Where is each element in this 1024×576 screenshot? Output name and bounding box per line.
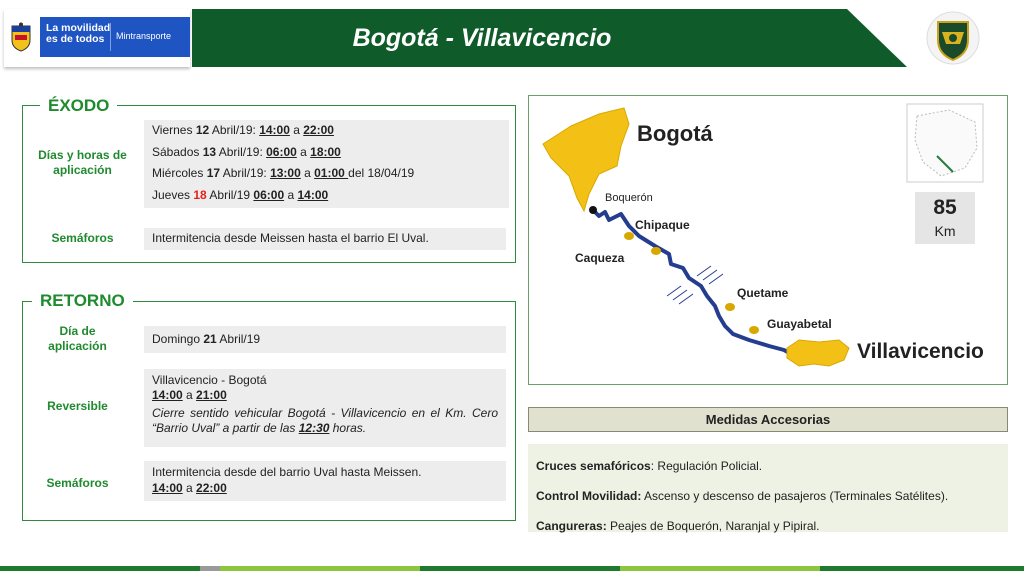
page-title: Bogotá - Villavicencio	[352, 23, 612, 52]
footer-stripe	[200, 566, 220, 571]
place-label-quetame: Quetame	[737, 286, 789, 300]
retorno-semaforos-text: Intermitencia desde del barrio Uval hasta Meissen.	[152, 465, 422, 479]
reversible-label: Reversible	[47, 399, 108, 413]
caqueza-point	[651, 247, 661, 255]
retorno-day-value: Domingo 21 Abril/19	[144, 326, 506, 353]
exodo-schedule	[144, 120, 509, 208]
medidas-list	[528, 444, 1008, 532]
retorno-semaforos-hours: 14:00 a 22:00	[152, 481, 227, 495]
reversible-detail	[144, 369, 506, 447]
reversible-route: Villavicencio - Bogotá	[152, 373, 267, 387]
schedule-row: Jueves 18 Abril/19 06:00 a 14:00	[152, 187, 329, 202]
exodo-title: ÉXODO	[40, 96, 117, 116]
exodo-semaforos-label: Semáforos	[51, 231, 114, 245]
gov-logo	[40, 17, 190, 57]
route-map	[528, 95, 1008, 385]
chipaque-point	[624, 232, 634, 240]
retorno-semaforos-label: Semáforos	[46, 476, 109, 490]
guayabetal-point	[749, 326, 759, 334]
schedule-row: Miércoles 17 Abril/19: 13:00 a 01:00 del 18/04/19	[152, 166, 415, 180]
place-label-boqueron: Boquerón	[605, 192, 653, 204]
footer-stripe	[0, 566, 200, 571]
exodo-semaforos-text: Intermitencia desde Meissen hasta el barrio El Uval.	[144, 228, 506, 250]
police-badge-icon	[924, 10, 982, 66]
ministry-name: Mintransporte	[116, 31, 172, 41]
colombia-shield-icon	[10, 22, 32, 52]
destination-label: Villavicencio	[857, 340, 984, 363]
distance-unit: Km	[934, 223, 956, 239]
retorno-semaforos-detail	[144, 461, 506, 501]
place-label-guayabetal: Guayabetal	[767, 317, 832, 331]
reversible-note: Cierre sentido vehicular Bogotá - Villavicencio en el Km. Cero “Barrio Uval” a partir de las 12:30 horas.	[152, 406, 498, 435]
medida-item: Control Movilidad: Ascenso y descenso de pasajeros (Terminales Satélites).	[536, 489, 949, 503]
medida-item: Cruces semafóricos: Regulación Policial.	[536, 459, 763, 473]
villavicencio-area	[787, 340, 849, 366]
origin-label: Bogotá	[637, 121, 713, 146]
slogan-line-2: es de todos	[46, 33, 105, 45]
schedule-row: Sábados 13 Abril/19: 06:00 a 18:00	[152, 144, 341, 159]
gov-slogan	[46, 23, 110, 45]
place-label-chipaque: Chipaque	[635, 218, 690, 232]
retorno-title: RETORNO	[32, 291, 133, 311]
schedule-row: Viernes 12 Abril/19: 14:00 a 22:00	[152, 123, 334, 137]
footer-stripe	[620, 566, 820, 571]
quetame-point	[725, 303, 735, 311]
traffic-arrows	[667, 266, 723, 304]
distance-value: 85	[933, 196, 957, 219]
footer-stripe	[820, 566, 1024, 571]
reversible-hours: 14:00 a 21:00	[152, 388, 227, 402]
place-label-caqueza: Caqueza	[575, 251, 625, 265]
route-line	[593, 210, 791, 354]
boqueron-point	[589, 206, 597, 214]
footer-stripe	[220, 566, 420, 571]
logo-divider	[110, 23, 111, 51]
medida-item: Cangureras: Peajes de Boquerón, Naranjal y Pipiral.	[536, 519, 820, 533]
footer-stripe	[420, 566, 620, 571]
retorno-day-label: Día de aplicación	[48, 324, 107, 353]
exodo-days-label: Días y horas de aplicación	[38, 148, 127, 177]
medidas-title: Medidas Accesorias	[528, 407, 1008, 432]
slogan-line-1: La movilidad	[46, 22, 111, 34]
